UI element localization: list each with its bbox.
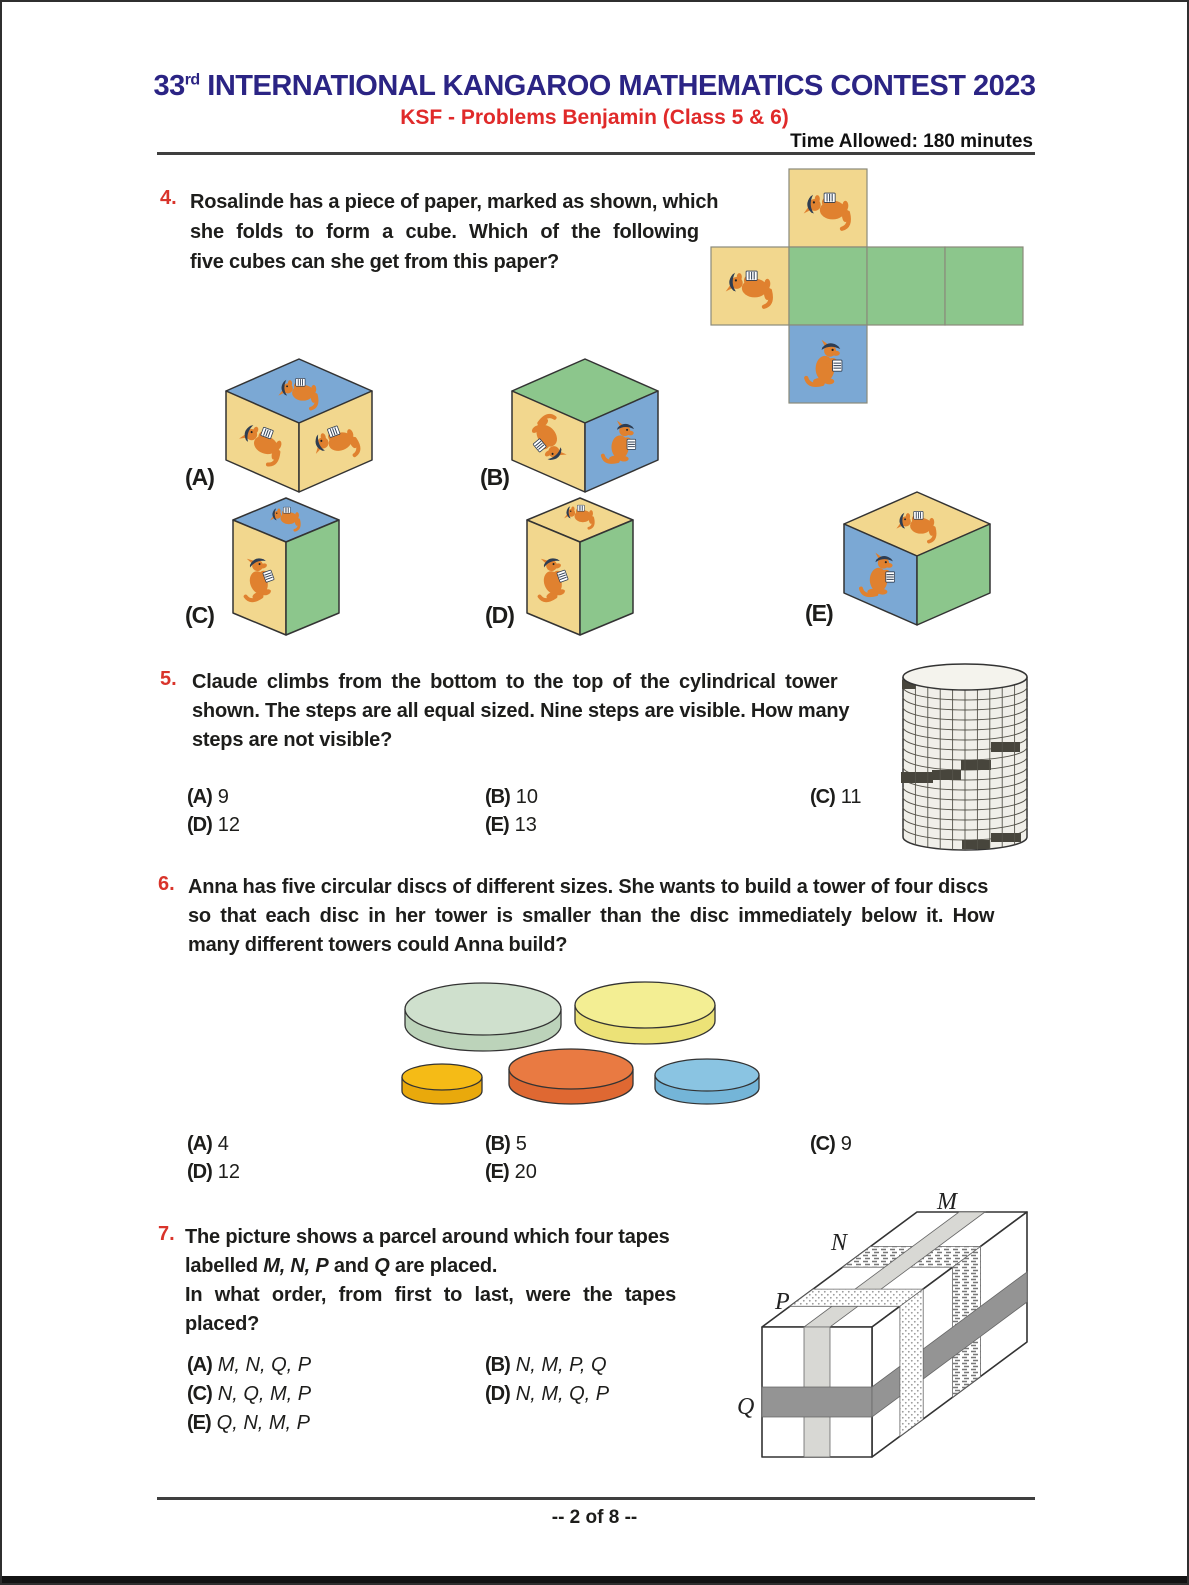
q4-cube-e-figure [832, 487, 1002, 632]
q7-parcel-figure [727, 1182, 1047, 1482]
q7-option-c: (C) N, Q, M, P [187, 1383, 312, 1405]
q7-line4: placed? [185, 1313, 260, 1335]
q5-option-b: (B) 10 [485, 786, 539, 808]
q6-option-d: (D) 12 [187, 1161, 241, 1183]
q7-option-d: (D) N, M, Q, P [485, 1383, 610, 1405]
q4-cube-b-figure [500, 354, 670, 499]
q6-line1: Anna has five circular discs of different sizes. She wants to build a tower of four discs [188, 876, 989, 898]
q5-number: 5. [160, 668, 177, 690]
q5-option-c: (C) 11 [810, 786, 862, 808]
footer-rule [157, 1497, 1035, 1500]
q4-option-e-label: (E) [805, 600, 833, 626]
page-subtitle: KSF - Problems Benjamin (Class 5 & 6) [400, 106, 789, 129]
scan-bottom-strip [2, 1576, 1187, 1583]
q5-cylinder-figure [895, 647, 1035, 854]
q6-discs-figure [377, 957, 797, 1107]
q7-option-e: (E) Q, N, M, P [187, 1412, 311, 1434]
q6-option-a: (A) 4 [187, 1133, 229, 1155]
q7-line1: The picture shows a parcel around which four tapes [185, 1226, 670, 1248]
q4-option-c-label: (C) [185, 602, 214, 628]
q7-text [185, 1223, 676, 1339]
disc-orange-top [509, 1049, 633, 1089]
q6-option-e: (E) 20 [485, 1161, 537, 1183]
q6-text [188, 873, 994, 960]
q5-line3: steps are not visible? [192, 729, 393, 751]
q4-option-b-label: (B) [480, 464, 509, 490]
time-allowed: Time Allowed: 180 minutes [790, 131, 1033, 152]
q5-option-d: (D) 12 [187, 814, 241, 836]
cube-net-figure [697, 162, 1027, 412]
q6-line2: so that each disc in her tower is smaller than the disc immediately below it. How [188, 905, 995, 927]
cylinder-top [903, 664, 1027, 690]
q4-line3: five cubes can she get from this paper? [190, 251, 559, 273]
q7-line2: labelled M, N, P and Q are placed. [185, 1255, 498, 1277]
net-square-green-1 [789, 247, 867, 325]
q5-option-a: (A) 9 [187, 786, 229, 808]
disc-green-top [405, 983, 561, 1035]
q6-option-c: (C) 9 [810, 1133, 852, 1155]
q5-option-e: (E) 13 [485, 814, 537, 836]
tape-label-m: M [937, 1189, 957, 1215]
net-square-green-3 [945, 247, 1023, 325]
net-square-green-2 [867, 247, 945, 325]
q6-number: 6. [158, 873, 175, 895]
disc-yellow-top [575, 982, 715, 1028]
disc-amber-top [402, 1064, 482, 1090]
tape-label-p: P [775, 1289, 790, 1315]
tape-label-n: N [831, 1230, 848, 1256]
title-text: INTERNATIONAL KANGAROO MATHEMATICS CONTEST 2023 [199, 70, 1036, 102]
title-ordinal: rd [184, 71, 200, 89]
q4-option-a-label: (A) [185, 464, 214, 490]
q4-cube-a-figure [214, 354, 384, 499]
q6-line3: many different towers could Anna build? [188, 934, 568, 956]
tape-q-front [762, 1387, 872, 1417]
q4-line2: she folds to form a cube. Which of the following [190, 221, 699, 243]
q5-line1: Claude climbs from the bottom to the top of the cylindrical tower [192, 671, 838, 693]
q7-number: 7. [158, 1223, 175, 1245]
q4-cube-c-figure [224, 494, 349, 639]
tape-label-q: Q [737, 1394, 755, 1420]
q6-option-b: (B) 5 [485, 1133, 527, 1155]
q4-number: 4. [160, 187, 177, 209]
q4-cube-d-figure [518, 494, 643, 639]
q4-text [190, 187, 718, 277]
page-number: -- 2 of 8 -- [551, 1507, 638, 1528]
q5-text [192, 668, 849, 755]
q7-option-a: (A) M, N, Q, P [187, 1354, 312, 1376]
title-number: 33 [153, 70, 185, 102]
header-rule [157, 152, 1035, 155]
q7-line3: In what order, from first to last, were the tapes [185, 1284, 677, 1306]
q4-line1: Rosalinde has a piece of paper, marked as shown, which [190, 191, 719, 213]
q7-option-b: (B) N, M, P, Q [485, 1354, 607, 1376]
q5-line2: shown. The steps are all equal sized. Nine steps are visible. How many [192, 700, 850, 722]
page-title [2, 70, 1187, 103]
disc-blue-top [655, 1059, 759, 1091]
q4-option-d-label: (D) [485, 602, 514, 628]
tape-p-side [900, 1289, 923, 1436]
